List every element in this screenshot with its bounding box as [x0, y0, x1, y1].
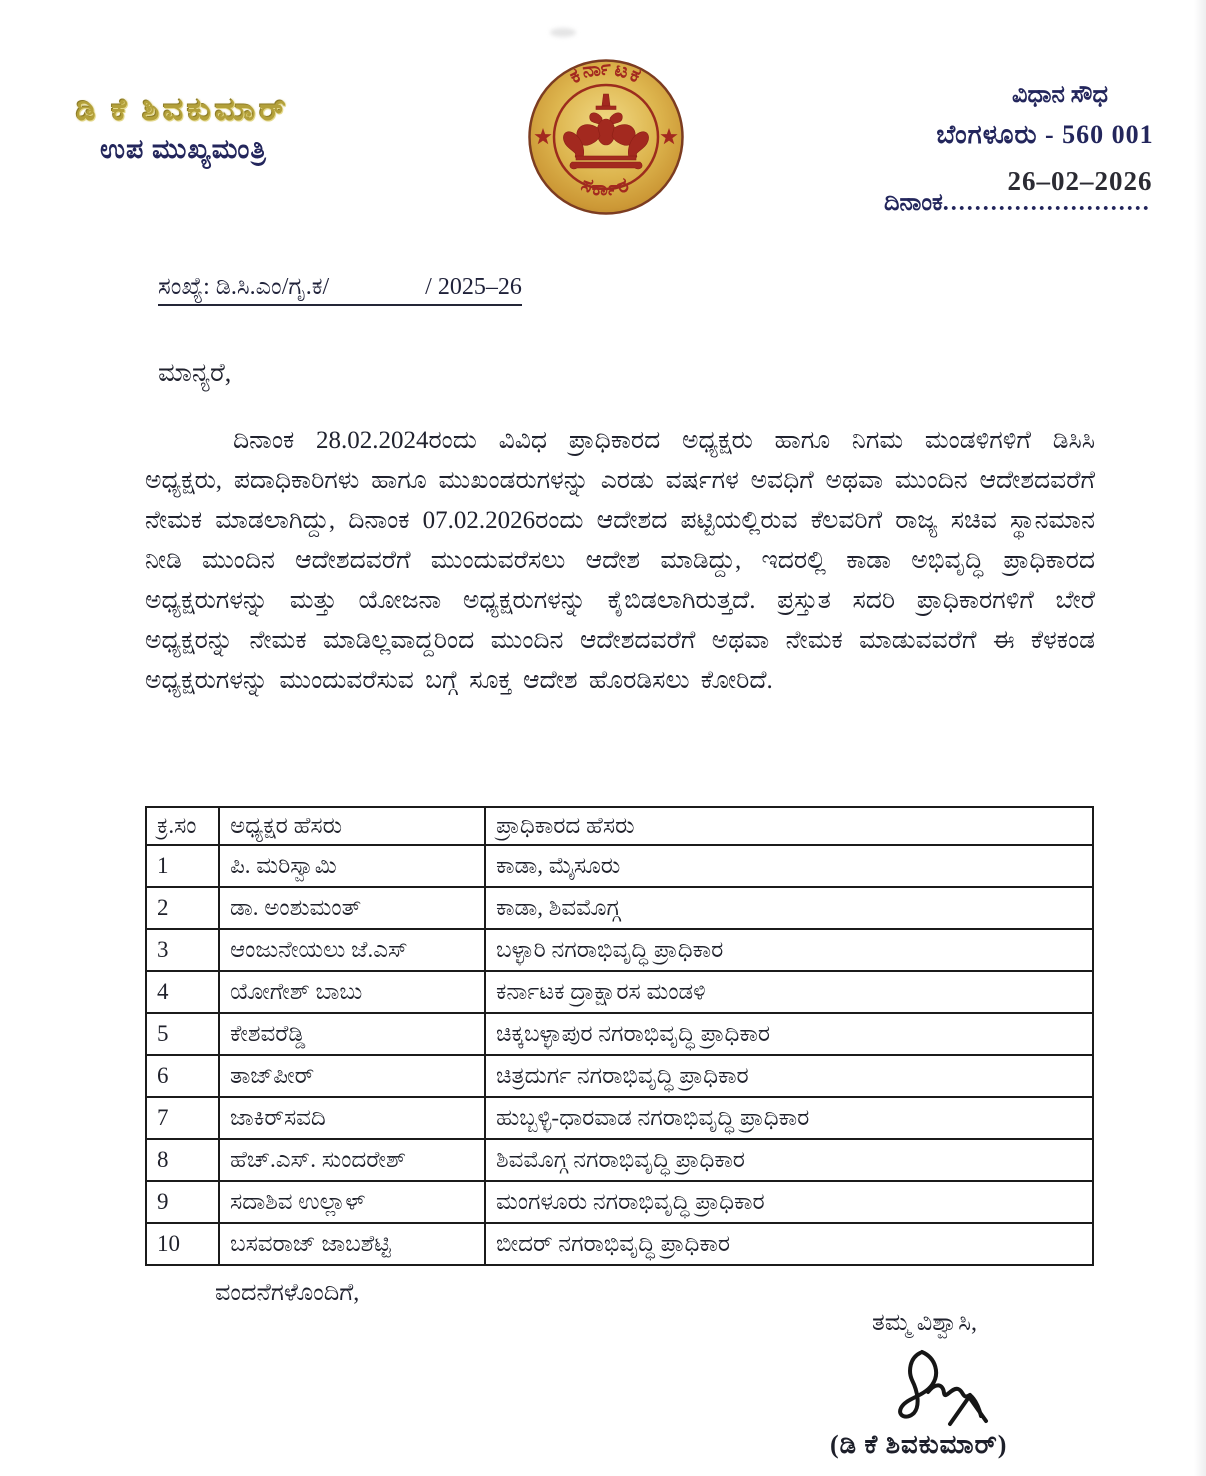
chairmen-authorities-table [145, 806, 1094, 1266]
row-serial: 6 [146, 1055, 219, 1097]
row-chairman: ಆಂಜುನೇಯಲು ಜೆ.ಎಸ್ [219, 929, 485, 971]
row-chairman: ಡಾ. ಅಂಶುಮಂತ್ [219, 887, 485, 929]
header-serial-no: ಕ್ರ.ಸಂ [146, 807, 219, 845]
signatory-name: (ಡಿ ಕೆ ಶಿವಕುಮಾರ್) [830, 1430, 1008, 1459]
row-authority: ಕರ್ನಾಟಕ ದ್ರಾಕ್ಷಾರಸ ಮಂಡಳಿ [485, 971, 1093, 1013]
table-row [146, 1223, 1093, 1265]
date-label-line [884, 190, 1151, 217]
table-row [146, 1013, 1093, 1055]
row-serial: 7 [146, 1097, 219, 1139]
row-authority: ಕಾಡಾ, ಶಿವಮೊಗ್ಗ [485, 887, 1093, 929]
date-label: ದಿನಾಂಕ [884, 190, 943, 216]
seal-bottom-text: ಸರ್ಕಾರ [578, 173, 634, 201]
scan-smudge-artifact [550, 28, 576, 37]
row-serial: 8 [146, 1139, 219, 1181]
row-serial: 3 [146, 929, 219, 971]
row-authority: ಬೀದರ್ ನಗರಾಭಿವೃದ್ಧಿ ಪ್ರಾಧಿಕಾರ [485, 1223, 1093, 1265]
table-row [146, 1181, 1093, 1223]
row-serial: 2 [146, 887, 219, 929]
table-row [146, 1097, 1093, 1139]
table-row [146, 1055, 1093, 1097]
row-chairman: ಕೇಶವರೆಡ್ಡಿ [219, 1013, 485, 1055]
row-serial: 9 [146, 1181, 219, 1223]
karnataka-government-seal-icon [527, 58, 685, 216]
row-chairman: ಹೆಚ್.ಎಸ್. ಸುಂದರೇಶ್ [219, 1139, 485, 1181]
row-chairman: ಯೋಗೇಶ್ ಬಾಬು [219, 971, 485, 1013]
row-serial: 10 [146, 1223, 219, 1265]
row-serial: 1 [146, 845, 219, 887]
closing-regards: ವಂದನೆಗಳೊಂದಿಗೆ, [215, 1280, 360, 1306]
letter-date-value: 26–02–2026 [1007, 166, 1153, 196]
row-authority: ಮಂಗಳೂರು ನಗರಾಭಿವೃದ್ಧಿ ಪ್ರಾಧಿಕಾರ [485, 1181, 1093, 1223]
header-authority-name: ಪ್ರಾಧಿಕಾರದ ಹೆಸರು [485, 807, 1093, 845]
header-chairman-name: ಅಧ್ಯಕ್ಷರ ಹೆಸರು [219, 807, 485, 845]
row-chairman: ಪಿ. ಮರಿಸ್ವಾಮಿ [219, 845, 485, 887]
salutation: ಮಾನ್ಯರೆ, [158, 358, 232, 387]
reference-year: / 2025–26 [425, 274, 522, 300]
seal-top-text: ಕರ್ನಾಟಕ [566, 58, 646, 89]
row-chairman: ಸದಾಶಿವ ಉಲ್ಲಾಳ್ [219, 1181, 485, 1223]
date-dotted-line: .......................... [942, 190, 1151, 216]
scan-edge-artifact [1194, 0, 1206, 1476]
table-row [146, 929, 1093, 971]
row-chairman: ತಾಜ್‌ಪೀರ್ [219, 1055, 485, 1097]
table-row [146, 1139, 1093, 1181]
reference-number-line [158, 274, 522, 306]
row-authority: ಚಿಕ್ಕಬಳ್ಳಾಪುರ ನಗರಾಭಿವೃದ್ಧಿ ಪ್ರಾಧಿಕಾರ [485, 1013, 1093, 1055]
table-row [146, 887, 1093, 929]
table-row [146, 845, 1093, 887]
row-authority: ಕಾಡಾ, ಮೈಸೂರು [485, 845, 1093, 887]
table-header-row [146, 807, 1093, 845]
letterhead-city-pincode: ಬೆಂಗಳೂರು - 560 001 [936, 120, 1154, 149]
row-authority: ಬಳ್ಳಾರಿ ನಗರಾಭಿವೃದ್ಧಿ ಪ್ರಾಧಿಕಾರ [485, 929, 1093, 971]
closing-yours-faithfully: ತಮ್ಮ ವಿಶ್ವಾಸಿ, [872, 1310, 977, 1336]
letterhead-designation: ಉಪ ಮುಖ್ಯಮಂತ್ರಿ [100, 134, 267, 164]
row-authority: ಶಿವಮೊಗ್ಗ ನಗರಾಭಿವೃದ್ಧಿ ಪ್ರಾಧಿಕಾರ [485, 1139, 1093, 1181]
signature-scribble [882, 1342, 1032, 1437]
row-authority: ಚಿತ್ರದುರ್ಗ ನಗರಾಭಿವೃದ್ಧಿ ಪ್ರಾಧಿಕಾರ [485, 1055, 1093, 1097]
letterhead-name: ಡಿ ಕೆ ಶಿವಕುಮಾರ್ [76, 92, 290, 127]
row-serial: 5 [146, 1013, 219, 1055]
row-chairman: ಬಸವರಾಜ್ ಜಾಬಶೆಟ್ಟಿ [219, 1223, 485, 1265]
row-authority: ಹುಬ್ಬಳ್ಳಿ-ಧಾರವಾಡ ನಗರಾಭಿವೃದ್ಧಿ ಪ್ರಾಧಿಕಾರ [485, 1097, 1093, 1139]
table-row [146, 971, 1093, 1013]
reference-label: ಸಂಖ್ಯೆ: ಡಿ.ಸಿ.ಎಂ/ಗೃ.ಕ/ [158, 274, 330, 300]
letterhead-office: ವಿಧಾನ ಸೌಧ [1012, 82, 1108, 108]
letter-body-paragraph: ದಿನಾಂಕ 28.02.2024ರಂದು ವಿವಿಧ ಪ್ರಾಧಿಕಾರದ ಅಧ್ಯಕ್ಷರು ಹಾಗೂ ನಿಗಮ ಮಂಡಳಿಗಳಿಗೆ ಡಿಸಿಸಿ ಅಧ್ಯಕ್ಷರು, ಪದಾಧಿಕಾರಿಗಳು ಹಾಗೂ ಮುಖಂಡರುಗಳನ್ನು ಎರಡು ವರ್ಷಗಳ ಅವಧಿಗೆ ಅಥವಾ ಮುಂದಿನ ಆದೇಶದವರೆಗೆ ನೇಮಕ ಮಾಡಲಾಗಿದ್ದು, ದಿನಾಂಕ 07.02.2026ರಂದು ಆದೇಶದ ಪಟ್ಟಿಯಲ್ಲಿರುವ ಕೆಲವರಿಗೆ ರಾಜ್ಯ ಸಚಿವ ಸ್ಥಾನಮಾನ ನೀಡಿ ಮುಂದಿನ ಆದೇಶದವರೆಗೆ ಮುಂದುವರೆಸಲು ಆದೇಶ ಮಾಡಿದ್ದು, ಇದರಲ್ಲಿ ಕಾಡಾ ಅಭಿವೃದ್ಧಿ ಪ್ರಾಧಿಕಾರದ ಅಧ್ಯಕ್ಷರುಗಳನ್ನು ಮತ್ತು ಯೋಜನಾ ಅಧ್ಯಕ್ಷರುಗಳನ್ನು ಕೈಬಿಡಲಾಗಿರುತ್ತದೆ. ಪ್ರಸ್ತುತ ಸದರಿ ಪ್ರಾಧಿಕಾರಗಳಿಗೆ ಬೇರೆ ಅಧ್ಯಕ್ಷರನ್ನು ನೇಮಕ ಮಾಡಿಲ್ಲವಾದ್ದರಿಂದ ಮುಂದಿನ ಆದೇಶದವರೆಗೆ ಅಥವಾ ನೇಮಕ ಮಾಡುವವರೆಗೆ ಈ ಕೆಳಕಂಡ ಅಧ್ಯಕ್ಷರುಗಳನ್ನು ಮುಂದುವರೆಸುವ ಬಗ್ಗೆ ಸೂಕ್ತ ಆದೇಶ ಹೊರಡಿಸಲು ಕೋರಿದೆ. [145, 427, 1095, 694]
row-serial: 4 [146, 971, 219, 1013]
row-chairman: ಜಾಕಿರ್‌ಸವದಿ [219, 1097, 485, 1139]
